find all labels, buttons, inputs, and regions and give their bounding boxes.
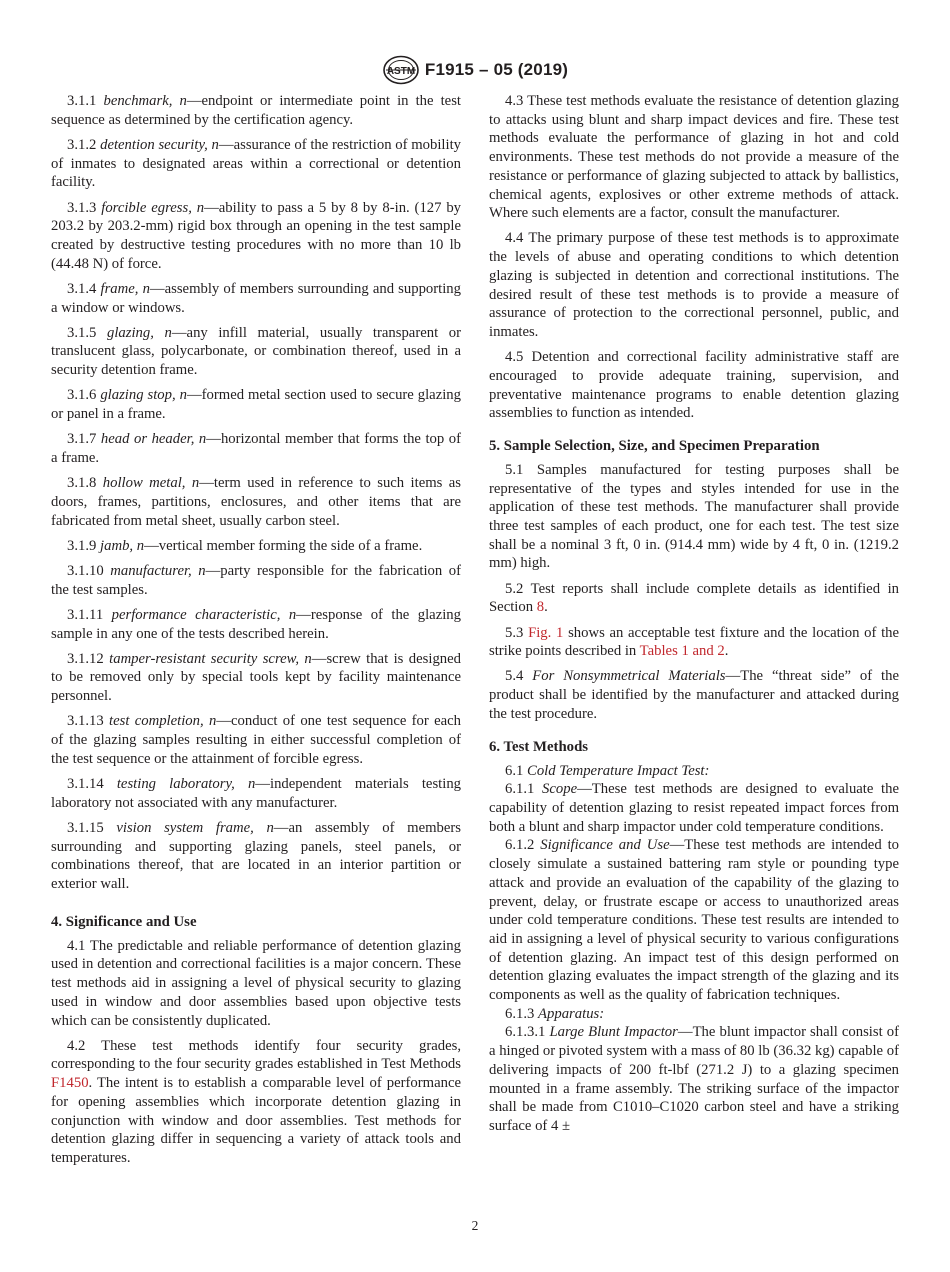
paragraph-5-3	[489, 624, 899, 661]
def-text: —response of the glazing sample in any one of the tests described herein.	[51, 606, 461, 642]
paragraph-6-1-1	[489, 780, 899, 836]
paragraph-4-2	[51, 1037, 461, 1168]
def-number: 3.1.3	[67, 199, 97, 216]
def-text: —an assembly of members surrounding and supporting glazing panels, steel panels, or combinations thereof, that are located in an interior partition or exterior wall.	[51, 819, 461, 893]
p6-1-3-1-term: Large Blunt Impactor	[549, 1024, 678, 1041]
p6-1-term: Cold Temperature Impact Test:	[527, 762, 710, 779]
left-column	[51, 92, 461, 1174]
p6-1-3-1-text: —The blunt impactor shall consist of a hinged or pivoted system with a mass of 80 lb (36.32 kg) capable of delivering impacts of 200 ft-lbf (271.2 J) to a glazing specimen mounted in a frame assembly. The striking surface of the impactor shall be made from C1010–C1020 carbon steel and have a striking surface of 4 ±	[489, 1024, 899, 1134]
p5-4-term: For Nonsymmetrical Materials	[532, 668, 726, 685]
def-number: 3.1.6	[67, 387, 97, 404]
def-number: 3.1.8	[67, 475, 97, 492]
definition-3-1-4	[51, 280, 461, 317]
paragraph-4-1: 4.1 The predictable and reliable performance of detention glazing used in detention and correctional facilities is a major concern. These test methods aid in assigning a level of physical security to glazing used in window and door assemblies based upon objective tests which can be consistently duplicated.	[51, 937, 461, 1029]
def-text: —conduct of one test sequence for each of the glazing samples resulting in either successful completion of the test sequence or the attainment of forcible egress.	[51, 713, 461, 767]
paragraph-5-4	[489, 667, 899, 723]
p5-3-number: 5.3	[505, 624, 529, 641]
def-term: glazing, n	[106, 324, 172, 341]
p5-4-text: —The “threat side” of the product shall be identified by the manufacturer and attacked during the test procedure.	[489, 668, 900, 722]
def-text: —independent materials testing laboratory not associated with any manufacturer.	[51, 776, 462, 811]
def-number: 3.1.15	[67, 819, 104, 836]
def-number: 3.1.11	[67, 606, 104, 623]
definition-3-1-3	[51, 199, 461, 274]
p5-3-text-mid: shows an acceptable test fixture and the location of the strike points described in	[489, 624, 900, 660]
standard-designation: F1915 – 05 (2019)	[424, 60, 569, 79]
paragraph-6-1	[489, 762, 899, 781]
def-term: frame, n	[100, 280, 150, 297]
def-text: —term used in reference to such items as doors, frames, partitions, enclosures, and other items that are fabricated from metal sheet, usually carbon steel.	[51, 475, 462, 529]
paragraph-4-4: 4.4 The primary purpose of these test methods is to approximate the levels of abuse and operating conditions to which detention glazing is subjected in detention and correctional institutions. The desired result of these test methods is to provide a measure of assurance of protection to the correctional personnel, public, and inmates.	[489, 230, 899, 340]
def-number: 3.1.2	[67, 136, 97, 153]
paragraph-6-1-3-1	[489, 1023, 899, 1135]
def-text: —assurance of the restriction of mobility of inmates to designated areas within a correctional or detention facility.	[51, 136, 461, 191]
p5-4-number: 5.4	[505, 668, 533, 685]
definition-3-1-8	[51, 474, 461, 530]
def-term: forcible egress, n	[101, 199, 205, 216]
p6-1-2-number: 6.1.2	[505, 837, 541, 854]
section-5-heading: 5. Sample Selection, Size, and Specimen Preparation	[489, 437, 820, 454]
section-6-heading: 6. Test Methods	[489, 738, 589, 755]
def-term: hollow metal, n	[102, 475, 200, 492]
paragraph-6-1-3	[489, 1005, 899, 1024]
def-number: 3.1.10	[67, 562, 104, 579]
def-term: benchmark, n	[103, 93, 187, 109]
section-8-link[interactable]: 8	[536, 599, 545, 616]
def-number: 3.1.7	[67, 431, 97, 448]
def-number: 3.1.1	[67, 93, 97, 109]
def-number: 3.1.4	[67, 280, 97, 297]
logo-text: ASTM	[386, 66, 416, 77]
p5-2-text-pre: 5.2 Test reports shall include complete details as identified in Section	[489, 580, 899, 616]
section-4-heading: 4. Significance and Use	[51, 913, 197, 930]
def-number: 3.1.14	[67, 776, 104, 792]
p6-1-1-term: Scope	[542, 781, 578, 798]
p5-3-text-post: .	[724, 643, 729, 660]
def-number: 3.1.13	[67, 713, 104, 730]
p6-1-2-text: —These test methods are intended to closely simulate a sustained battering ram style or pounding type attack and provide an evaluation of the capability of the glazing to prevent, delay, or frustrate escape or access to unauthorized areas under cold temperature conditions. These test results are intended to aid in assigning a level of physical security to various configurations of detention glazing. An impact test of this design performed on detention glazing evaluates the impact strength of the glazing and its components as well as the quality of fabrication techniques.	[489, 837, 899, 1004]
def-text: —screw that is designed to be removed only by special tools kept by facility maintenance personnel.	[51, 650, 461, 705]
def-term: testing laboratory, n	[116, 776, 256, 792]
page-header	[0, 54, 950, 86]
p6-1-3-number: 6.1.3	[505, 1005, 539, 1022]
def-text: —ability to pass a 5 by 8 by 8-in. (127 by 203.2 by 203.2-mm) rigid box through an opening in the test sample created by destructive testing procedures with no more than 10 lb (44.48 N) of force.	[51, 199, 462, 272]
def-term: jamb, n	[100, 537, 145, 554]
definition-3-1-1	[51, 92, 461, 129]
page-number: 2	[471, 1218, 479, 1233]
right-column	[489, 92, 899, 1136]
p6-1-number: 6.1	[505, 762, 528, 779]
def-text: —vertical member forming the side of a frame.	[144, 537, 423, 554]
definition-3-1-7	[51, 430, 461, 467]
paragraph-5-1: 5.1 Samples manufactured for testing purposes shall be representative of the types and styles intended for use in the application of these test methods. The manufacturer shall provide three test samples of each product, one for each test. The test size shall be a nominal 3 ft, 0 in. (914.4 mm) wide by 4 ft, 0 in. (1219.2 mm) high.	[489, 461, 899, 572]
definition-3-1-14	[51, 775, 461, 812]
paragraph-4-3: 4.3 These test methods evaluate the resistance of detention glazing to attacks using blunt and sharp impact devices and fire. These test methods evaluate the performance of glazing in hot and cold environments. These test methods do not provide a measure of the resistance or performance of glazing subjected to attack by ballistics, chemical agents, explosives or other extreme methods of attack. Where such elements are a factor, consult the manufacturer.	[489, 93, 899, 222]
p6-1-1-text: —These test methods are designed to evaluate the capability of detention glazing to resist repeated impact forces from both a blunt and sharp impactor under cold temperature conditions.	[489, 781, 900, 835]
p6-1-2-term: Significance and Use	[540, 837, 670, 854]
def-text: —assembly of members surrounding and supporting a window or windows.	[51, 280, 461, 316]
fig-1-link[interactable]: Fig. 1	[528, 624, 564, 641]
definition-3-1-5	[51, 324, 461, 380]
paragraph-4-5: 4.5 Detention and correctional facility administrative staff are encouraged to provide adequate training, supervision, and preventative maintenance programs to enable detention glazing assemblies to function as intended.	[489, 349, 899, 422]
p6-1-3-1-number: 6.1.3.1	[505, 1024, 550, 1041]
paragraph-5-2	[489, 580, 899, 617]
def-term: tamper-resistant security screw, n	[109, 650, 312, 667]
def-number: 3.1.9	[67, 537, 97, 554]
p4-2-text-pre: 4.2 These test methods identify four security grades, corresponding to the four security grades established in Test Methods	[51, 1037, 461, 1073]
def-text: —any infill material, usually transparent or translucent glass, polycarbonate, or combination thereof, used in a security detention frame.	[51, 324, 461, 379]
f1450-link[interactable]: F1450	[51, 1075, 89, 1092]
definition-3-1-15	[51, 819, 461, 894]
def-number: 3.1.12	[67, 650, 104, 667]
def-number: 3.1.5	[67, 324, 97, 341]
astm-logo-icon	[382, 55, 420, 85]
definition-3-1-12	[51, 650, 461, 706]
definition-3-1-2	[51, 136, 461, 192]
def-term: detention security, n	[100, 136, 219, 153]
p4-2-text-post: . The intent is to establish a comparable level of performance for opening assemblies which incorporate detention glazing in conjunction with window and door assemblies. Test methods for detention glazing differ in sequencing a variety of attack tools and temperatures.	[51, 1075, 461, 1166]
definition-3-1-13	[51, 712, 461, 768]
def-text: —formed metal section used to secure glazing or panel in a frame.	[51, 387, 461, 423]
def-text: —party responsible for the fabrication of the test samples.	[51, 562, 461, 598]
def-term: glazing stop, n	[100, 387, 187, 404]
definition-3-1-10	[51, 562, 461, 599]
definition-3-1-11	[51, 606, 461, 643]
def-term: manufacturer, n	[110, 562, 206, 579]
def-term: performance characteristic, n	[111, 606, 297, 623]
def-text: —endpoint or intermediate point in the test sequence as determined by the certification agency.	[51, 93, 461, 128]
def-term: test completion, n	[109, 713, 217, 730]
def-term: head or header, n	[100, 431, 207, 448]
definition-3-1-6	[51, 386, 461, 423]
p5-2-text-post: .	[544, 599, 548, 616]
def-term: vision system frame, n	[116, 819, 274, 836]
def-text: —horizontal member that forms the top of a frame.	[51, 431, 462, 466]
tables-1-2-link[interactable]: Tables 1 and 2	[639, 643, 725, 660]
paragraph-6-1-2	[489, 836, 899, 1004]
p6-1-1-number: 6.1.1	[505, 781, 543, 798]
definition-3-1-9	[51, 537, 461, 556]
p6-1-3-term: Apparatus:	[538, 1005, 605, 1022]
